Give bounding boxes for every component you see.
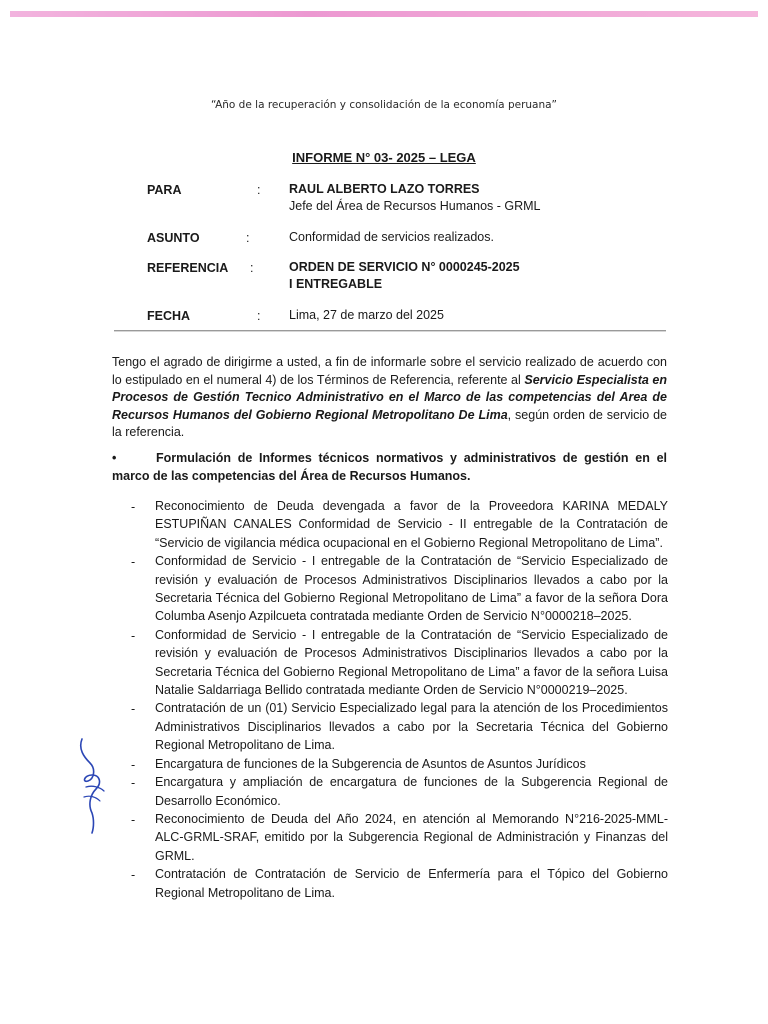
list-item [130, 699, 668, 754]
list-item [130, 810, 668, 865]
section-bullet: • [112, 451, 117, 465]
referencia-colon: : [250, 261, 254, 275]
service-name: Servicio Especialista en Procesos de Gestión Tecnico Administrativo en el Marco de las competencias del Area de Recursos Humanos del Gobierno Regional Metropolitano De Lima [112, 372, 667, 422]
list-item-text: Conformidad de Servicio - I entregable de la Contratación de “Servicio Especializado de revisión y evaluación de Procesos Administrativos Disciplinarios llevados a cabo por la Secretaria Técnica del Gobierno Regional Metropolitano de Lima” a favor de la señora Luisa Natalie Saldarriaga Bellido contratada mediante Orden de Servicio N°0000219–2025. [155, 627, 668, 698]
list-dash: - [131, 702, 136, 717]
list-item [130, 497, 668, 552]
list-item-text: Contratación de Contratación de Servicio de Enfermería para el Tópico del Gobierno Regional Metropolitano de Lima. [155, 867, 668, 900]
list-item-text: Reconocimiento de Deuda devengada a favor de la Proveedora KARINA MEDALY ESTUPIÑAN CANALES Conformidad de Servicio - II entregable de la Contratación de “Servicio de vigilancia médica ocupacional en el Gobierno Regional Metropolitano de Lima”. [155, 499, 668, 550]
list-dash: - [131, 555, 136, 570]
list-item-text: Encargatura de funciones de la Subgerencia de Asuntos de Asuntos Jurídicos [155, 756, 586, 771]
list-item [130, 552, 668, 626]
list-item [130, 773, 668, 810]
service-order-number: ORDEN DE SERVICIO N° 0000245-2025 [289, 260, 520, 274]
intro-paragraph [112, 354, 667, 442]
asunto-colon: : [246, 231, 250, 245]
report-title: INFORME N° 03- 2025 – LEGA [292, 150, 476, 165]
list-item [130, 626, 668, 700]
list-dash: - [131, 868, 136, 883]
fecha-label: FECHA [147, 309, 191, 323]
intro-text-2: , según orden de servicio de la referencia. [112, 407, 667, 439]
section-heading-text: Formulación de Informes técnicos normativos y administrativos de gestión en el marco de las competencias del Área de Recursos Humanos. [112, 451, 667, 483]
referencia-label: REFERENCIA [147, 261, 229, 275]
list-item [130, 755, 668, 773]
list-dash: - [131, 628, 136, 643]
asunto-label: ASUNTO [147, 231, 200, 245]
referencia-value [289, 259, 520, 293]
header-divider [114, 330, 666, 331]
para-label: PARA [147, 183, 182, 197]
year-motto: “Año de la recuperación y consolidación de la economía peruana” [211, 99, 557, 111]
top-pink-band [10, 11, 758, 17]
fecha-value: Lima, 27 de marzo del 2025 [289, 308, 444, 322]
list-item-text: Encargatura y ampliación de encargatura de funciones de la Subgerencia Regional de Desarrollo Económico. [155, 775, 668, 808]
recipient-name: RAUL ALBERTO LAZO TORRES [289, 182, 480, 196]
list-item-text: Contratación de un (01) Servicio Especializado legal para la atención de los Procedimientos Administrativos Disciplinarios llevados a cabo por la Secretaria Técnica del Gobierno Regional Metropolitano de Lima. [155, 701, 668, 753]
list-item [130, 865, 668, 902]
section-heading [112, 450, 667, 485]
para-value [289, 181, 541, 215]
list-dash: - [131, 812, 136, 827]
list-item-text: Reconocimiento de Deuda del Año 2024, en atención al Memorando N°216-2025-MML-ALC-GRML-SRAF, emitido por la Subgerencia Regional de Administración y Finanzas del GRML. [155, 811, 668, 863]
handwritten-initials [70, 735, 110, 835]
list-item-text: Conformidad de Servicio - I entregable de la Contratación de “Servicio Especializado de revisión y evaluación de Procesos Administrativos Disciplinarios llevados a cabo por la Secretaria Técnica del Gobierno Regional Metropolitano de Lima” a favor de la señora Dora Columba Asenjo Azpilcueta contratada mediante Orden de Servicio N°0000218–2025. [155, 554, 668, 624]
intro-text-1: Tengo el agrado de dirigirme a usted, a fin de informarle sobre el servicio realizado de acuerdo con lo estipulado en el numeral 4) de los Términos de Referencia, referente al [112, 355, 667, 387]
deliverable-label: I ENTREGABLE [289, 277, 383, 291]
activities-list [130, 497, 668, 902]
list-dash: - [131, 757, 136, 772]
para-colon: : [257, 183, 261, 197]
list-dash: - [131, 776, 136, 791]
asunto-value: Conformidad de servicios realizados. [289, 230, 494, 244]
recipient-role: Jefe del Área de Recursos Humanos - GRML [289, 199, 541, 213]
fecha-colon: : [257, 309, 261, 323]
list-dash: - [131, 500, 136, 514]
